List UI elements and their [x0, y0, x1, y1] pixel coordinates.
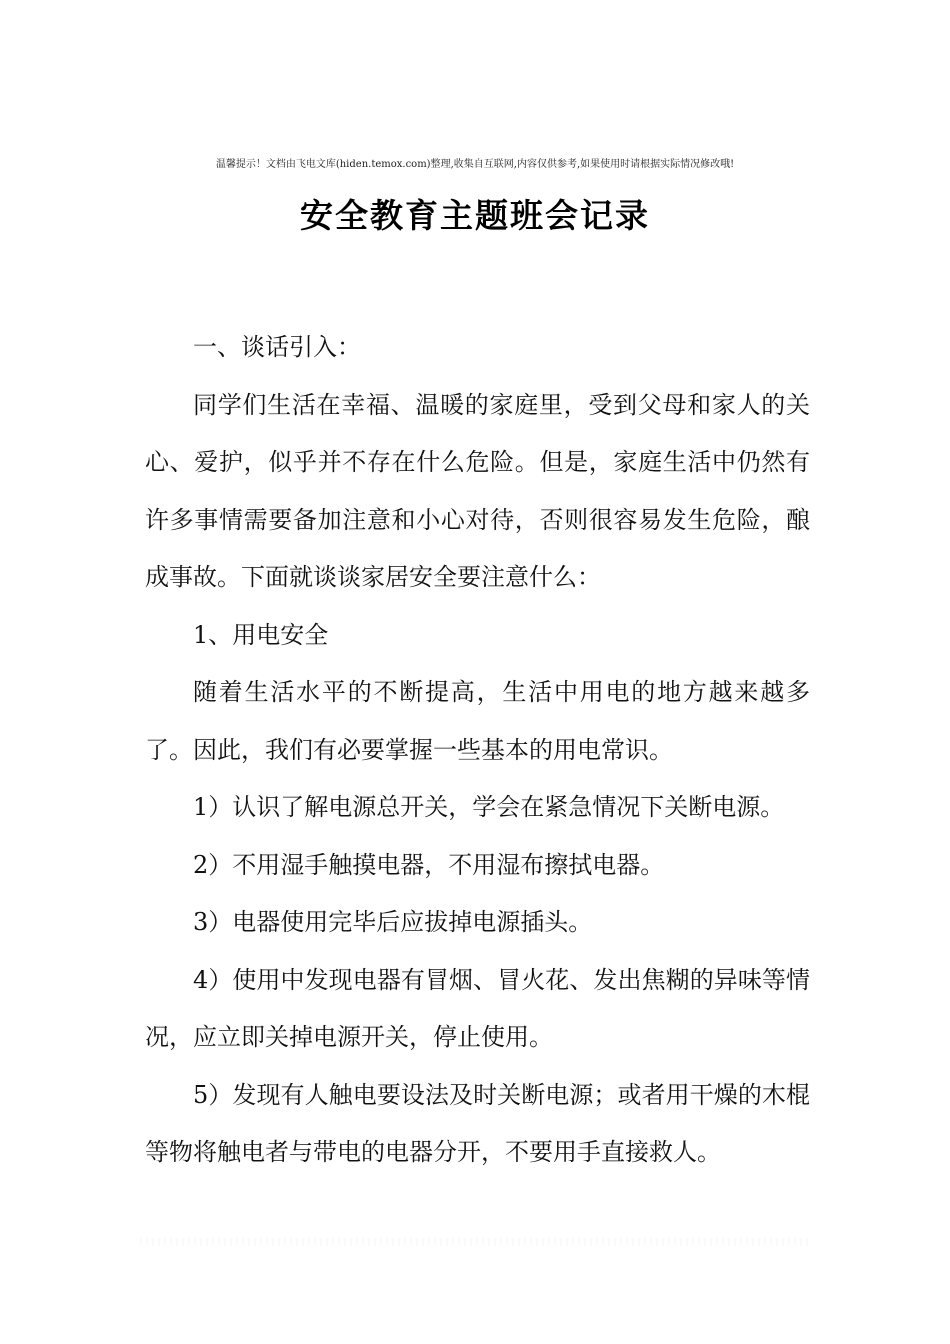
section-heading-intro: 一、谈话引入：: [193, 333, 361, 361]
list-item-3: 3）电器使用完毕后应拔掉电源插头。: [193, 908, 593, 936]
list-item-4: 4）使用中发现电器有冒烟、冒火花、发出焦糊的异味等情况，应立即关掉电源开关，停止使用。: [145, 965, 810, 1051]
page-title: 安全教育主题班会记录: [300, 196, 650, 235]
list-item-1: 1）认识了解电源总开关，学会在紧急情况下关断电源。: [193, 793, 785, 821]
download-notice: 温馨提示！文档由飞电文库(hiden.temox.com)整理,收集自互联网,内容仅供参考,如果使用时请根据实际情况修改哦!: [215, 159, 735, 170]
list-item-5: 5）发现有人触电要设法及时关断电源；或者用干燥的木棍等物将触电者与带电的电器分开，不要用手直接救人。: [145, 1080, 810, 1166]
paragraph-electricity: 随着生活水平的不断提高，生活中用电的地方越来越多了。因此，我们有必要掌握一些基本的用电常识。: [145, 678, 810, 764]
list-item-2: 2）不用湿手触摸电器，不用湿布擦拭电器。: [193, 850, 665, 879]
document-body: [145, 319, 810, 1182]
paragraph-intro: 同学们生活在幸福、温暖的家庭里，受到父母和家人的关心、爱护，似乎并不存在什么危险。但是，家庭生活中仍然有许多事情需要备加注意和小心对待，否则很容易发生危险，酿成事故。下面就谈谈家居安全要注意什么：: [145, 390, 810, 591]
section-heading-electricity: 1、用电安全: [193, 620, 329, 649]
faint-watermark: [140, 1238, 810, 1246]
